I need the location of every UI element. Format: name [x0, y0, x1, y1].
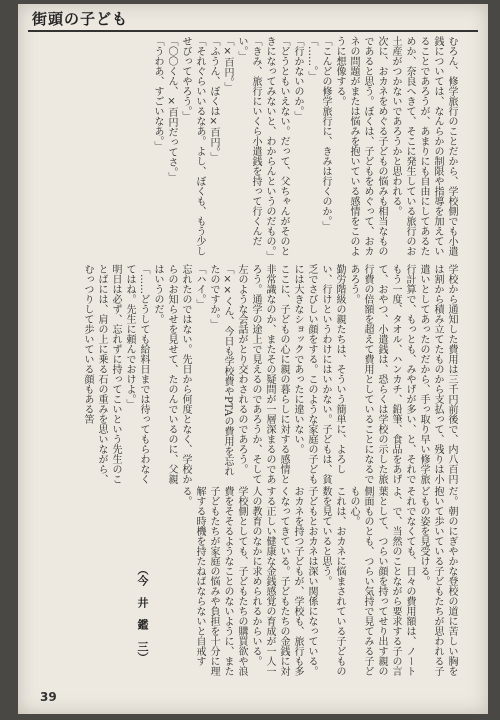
dialogue-line: 「……どうしても給料日までは待ってもらわなくてはね。先生に頼んでおけよ。」 — [124, 264, 149, 484]
running-header-title: 街頭の子ども — [32, 10, 129, 28]
running-header — [28, 8, 478, 32]
paragraph: だ。朝のにぎやかな登校の道に苦しい胸を抱いて歩いている子どもたちが思われる子どもの姿を見受ける。 — [418, 486, 457, 676]
paragraph: 明日は必ず、忘れずに持ってこいという先生のことばには、肩の上に乗る石の重みを思いながら、むっつりして歩いている顔もある筈 — [82, 264, 121, 484]
page-number: 39 — [40, 690, 57, 704]
dialogue-line: 「行かないのか。」 — [292, 36, 303, 121]
text-block-bottom — [52, 486, 458, 682]
paragraph: むろん、修学旅行のことだから、学校側でも小遣銭については、なんらかの制限や指導を加えていることであろうが、あまりにも自由にしてあるためか、奈良へきて、そこに発生している旅行のお土産がつかないであろうかと思われる。 — [390, 36, 457, 256]
dialogue-line: 「ふうん、ぼくは×百円。」 — [208, 36, 219, 162]
paragraph: これは、おカネに悩まされている子どもの数を見ていると思う。 — [320, 486, 345, 676]
dialogue-line: 「こんどの修学旅行に、きみは行くのか。」 — [320, 36, 331, 231]
paragraph: それでなくても、日々の費用額は、ノートよ、で、当然のことながら要求する子の言葉として、つらい顔を持ってせり出す親の側面ものとも、つらい気持で見てみる子どもの心。 — [348, 486, 415, 676]
text-block-top — [52, 36, 458, 264]
dialogue-line: 「どうともいえない。だって、父ちゃんがそのときになってみないと、わからんというのだもの。」 — [264, 36, 289, 261]
dialogue-line: 「ハイ。」 — [194, 264, 205, 309]
dialogue-line: 「×百円。」 — [222, 36, 233, 92]
paragraph: ここに、子どもの心に親の暮らしに対する感情と非常識なのか、またその疑問が一層深まるのであろう。通学の途上で見えるのであろうか、そして左のような会話がとり交わされるのであろう。 — [236, 264, 289, 484]
paragraph: 次に、おカネをめぐる子どもの悩みも相当なものであると思う。ぼくは、子どもをめぐって、おカネの問題がまたは悩みを抱いている感情をこのように想像する。 — [334, 36, 387, 256]
author-signature: （今 井 鑑 三） — [136, 564, 149, 663]
text-block-middle — [52, 264, 458, 484]
paragraph: 忘れたのではない。先日から何度となく、学校からのお知らせを見せて、たのんでいるのに、父親はいうのだ。 — [152, 264, 191, 484]
paragraph: 子どもとおカネは深い関係になっている。おカネを持つ子どもが、学校も、旅行も多くなってきている。子どもたちの金銭に対する正しい健康な金銭感覚の育成が一人一人の教育のなかに求められるからいる。 — [250, 486, 317, 676]
book-page — [18, 4, 488, 714]
dialogue-line: 「それぐらいいるなあ。よし、ぼくも、もう少しせびってやろう。」 — [180, 36, 205, 256]
paragraph: 学校側としても、子どもたちの購買欲や浪費をそそるようなことのないように、また子どもたちが家庭の悩みや負担を十分に理解する時機を持たねばならないと自戒する。 — [180, 486, 247, 676]
dialogue-line: 「〇〇くん、×百円だってさ。」 — [166, 36, 177, 182]
paragraph: 勤労階級の親たちは、そういう簡単に、よろしい、行けというわけにはいかない。子どもは、貧乏でさびしい顔をする。このような家庭の子どもには大きなショックであったに違いない。 — [292, 264, 345, 484]
dialogue-line: 「きみ、旅行にいくら小遣銭を持って行くんだい。」 — [236, 36, 261, 246]
paragraph: 学校から通知した費用は三千円前後で、内八百円は割から積み立てたものから支払って、残りは小遣いとしてあったのだから、手っ取り早い修学旅行計算で、もっとも、みやげが多い、と、それでもう一度、タオル、ハンカチ、鉛筆、食品をあげて、おやつ、小遣銭は、恐らくは学校の示した旅行費の倍額を超えて費用としていることになるであろう。 — [348, 264, 457, 484]
dialogue-line: 「うわあ、すごいなあ。」 — [152, 36, 163, 151]
dialogue-line: 「××くん、今日も学校費やPTAの費用を忘れたのですか。」 — [208, 264, 233, 477]
dialogue-line: 「……。」 — [306, 36, 317, 81]
